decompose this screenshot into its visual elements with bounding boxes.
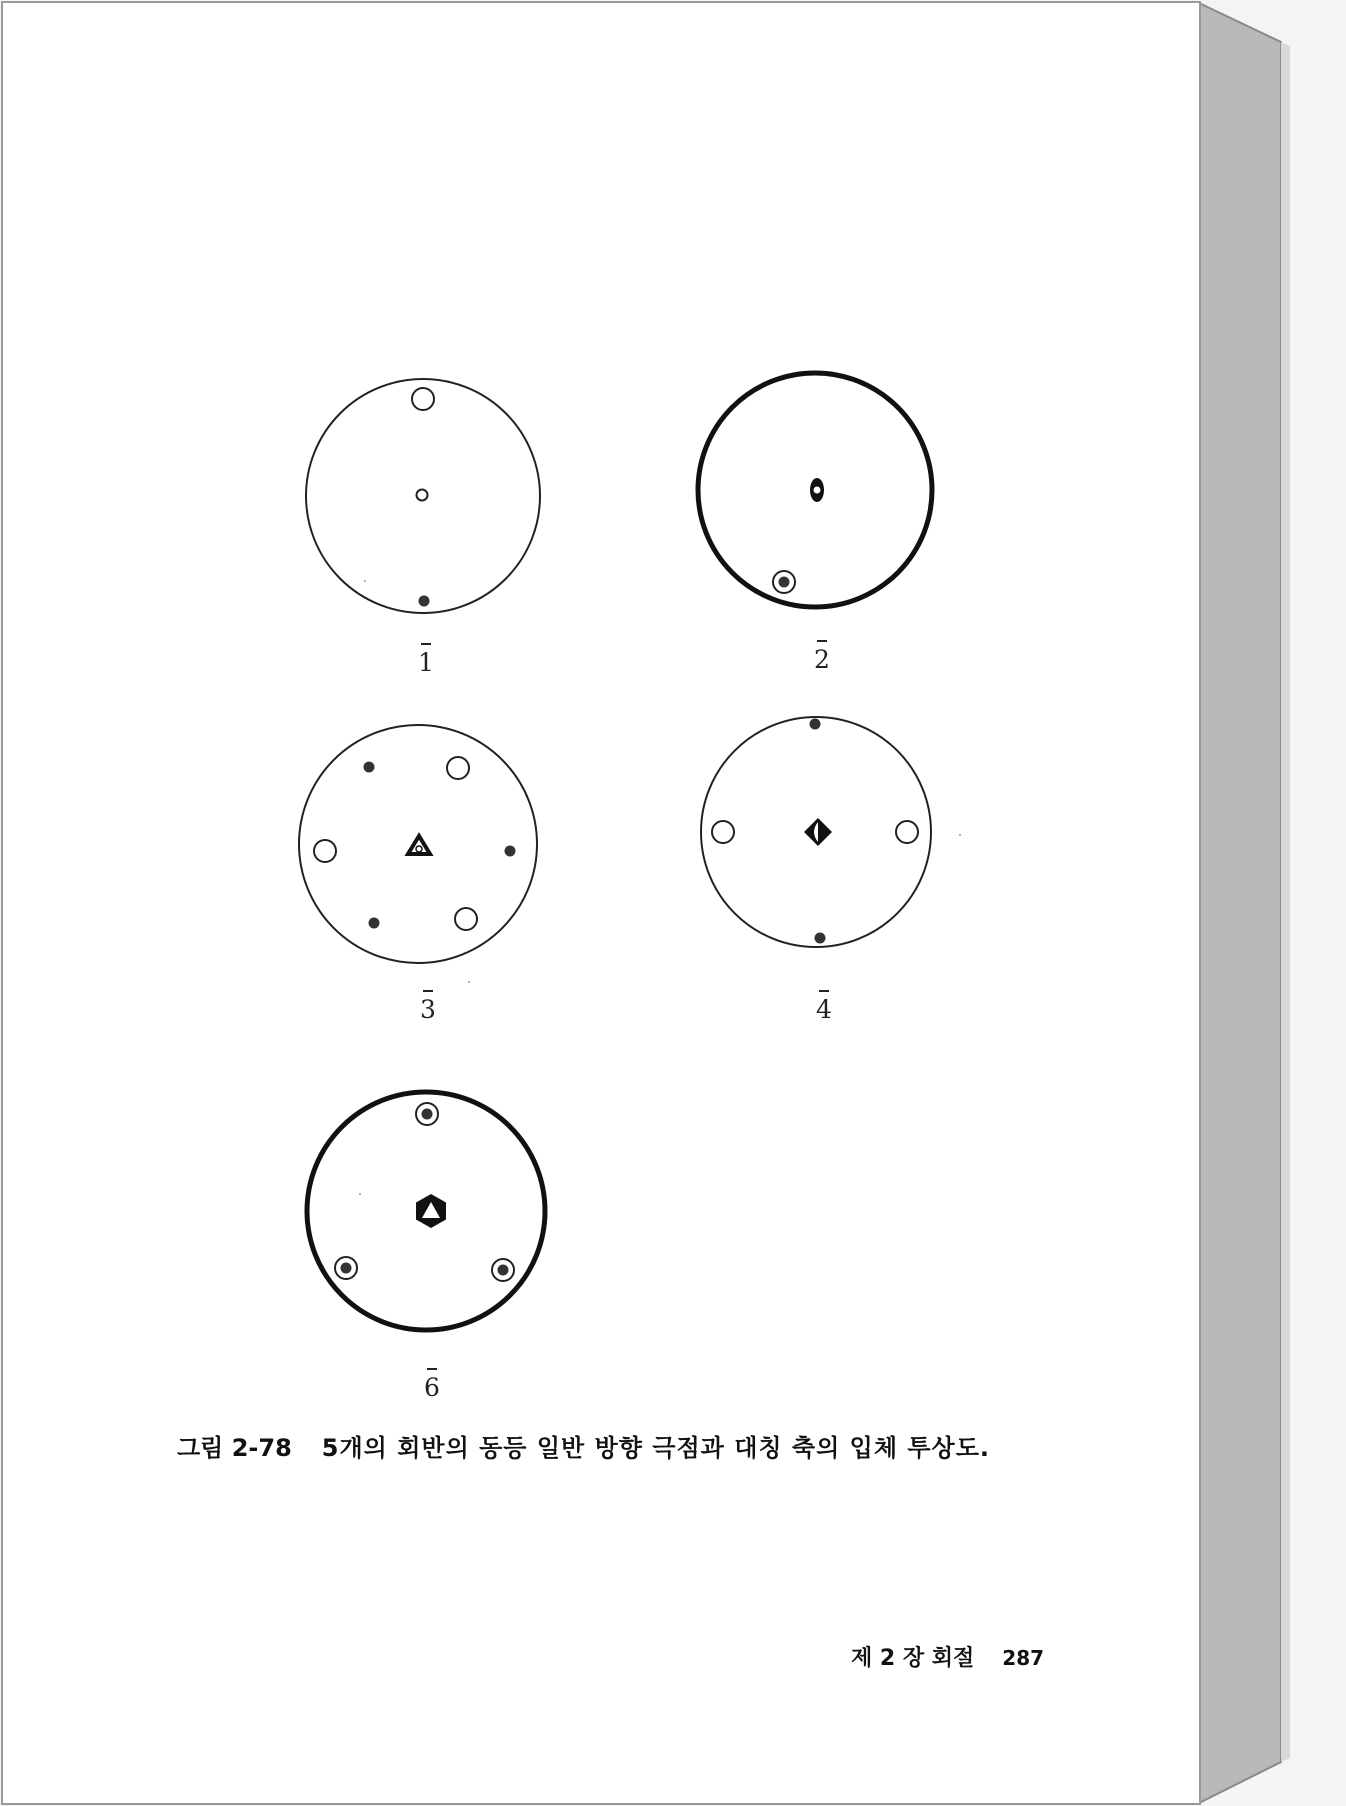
filled-pole [815, 933, 826, 944]
diagram-2bar [698, 373, 932, 607]
open-pole [896, 821, 918, 843]
page-sheet [3, 3, 1199, 1803]
open-pole [455, 908, 477, 930]
axis-center [416, 846, 422, 852]
filled-pole [505, 846, 516, 857]
ring-pole-dot [341, 1263, 352, 1274]
label-2bar: 2 [802, 640, 842, 674]
ring-pole-dot [422, 1109, 433, 1120]
filled-pole [419, 596, 430, 607]
page-number: 287 [1002, 1646, 1045, 1670]
axis-center [814, 487, 821, 494]
page-footer [851, 1641, 1044, 1672]
caption-text: 5개의 회반의 동등 일반 방향 극점과 대칭 축의 입체 투상도. [321, 1434, 991, 1462]
label-1bar: 1 [406, 643, 446, 677]
open-pole [412, 388, 434, 410]
filled-pole [810, 719, 821, 730]
ring-pole-dot [498, 1265, 509, 1276]
inversion-center [417, 490, 428, 501]
ring-pole-dot [779, 577, 790, 588]
diagram-6bar [307, 1092, 545, 1330]
open-pole [447, 757, 469, 779]
open-pole [314, 840, 336, 862]
chapter-title: 제 2 장 회절 [851, 1646, 975, 1671]
filled-pole [364, 762, 375, 773]
stereographic-projections [3, 3, 1199, 1803]
label-3bar: 3 [408, 990, 448, 1024]
open-pole [712, 821, 734, 843]
figure-number: 그림 2-78 [177, 1434, 292, 1462]
diagram-1bar [306, 379, 540, 613]
diagram-3bar [299, 725, 537, 963]
diagram-4bar [701, 717, 931, 947]
label-4bar: 4 [804, 990, 844, 1024]
filled-pole [369, 918, 380, 929]
figure-caption [177, 1428, 990, 1463]
label-6bar: 6 [412, 1368, 452, 1402]
